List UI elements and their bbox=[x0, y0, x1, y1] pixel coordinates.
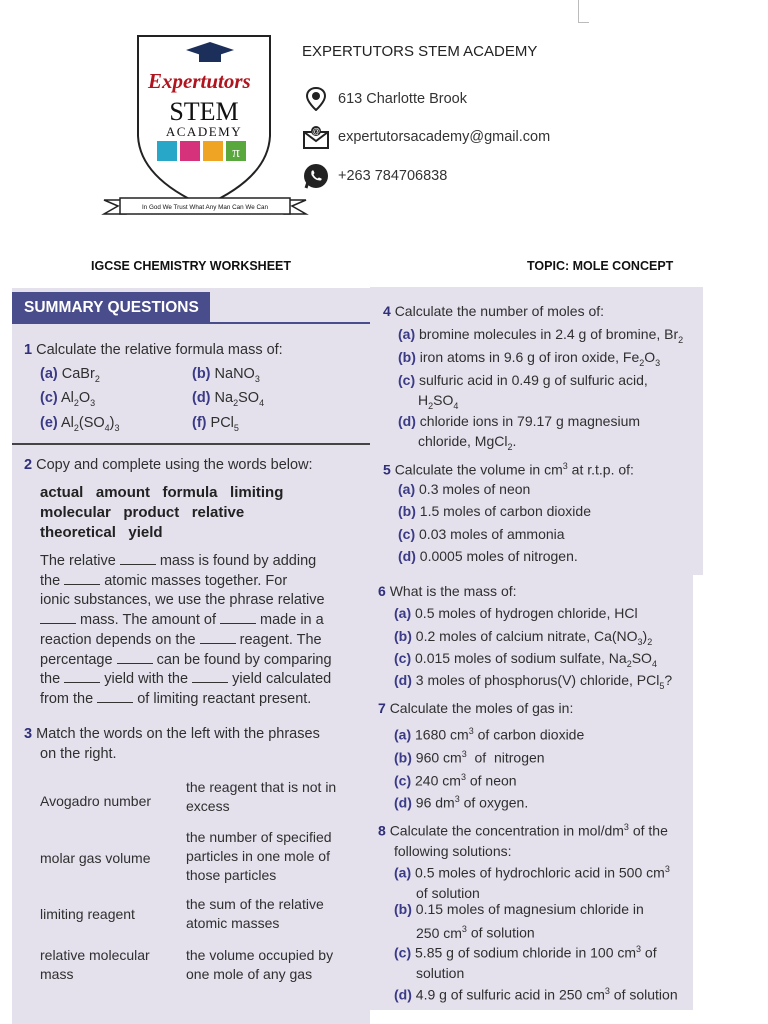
logo-motto: In God We Trust What Any Man Can We Can bbox=[141, 204, 269, 211]
topic-label: TOPIC: MOLE CONCEPT bbox=[527, 259, 674, 273]
q3-right-2: the number of specified particles in one mole of those particles bbox=[186, 829, 332, 883]
q2-paragraph: The relative mass is found by adding the atomic masses together. For ionic substances, we use the phrase relative mass. The amount of made in a reaction depends on the reagent. The percentage can be found by comparing the yield with the yield calculated from the of limiting reactant present. bbox=[40, 553, 332, 707]
q1-text: Calculate the relative formula mass of: bbox=[36, 342, 283, 358]
q6-c: (c) 0.015 moles of sodium sulfate, $Na_2SO_4$ bbox=[394, 650, 657, 669]
address-row bbox=[303, 85, 467, 113]
q6-b: (b) 0.2 moles of calcium nitrate, $Ca(NO_3)_2$ bbox=[394, 628, 653, 647]
q3-left-2: molar gas volume bbox=[40, 850, 151, 866]
q7-d: (d) 96 $dm^3$ of oxygen. bbox=[394, 794, 529, 811]
q2-word-bank: actual amount formula limiting molecular product relative theoretical yield bbox=[40, 484, 284, 541]
academy-logo bbox=[100, 28, 310, 228]
svg-text:@: @ bbox=[311, 127, 321, 136]
q1-f: (f) PCl$_5$ bbox=[192, 415, 239, 433]
q4-d: (d) chloride ions in 79.17 g magnesium chloride, MgCl$_2$. bbox=[398, 413, 641, 452]
q8-c: (c) 5.85 g of sodium chloride in 100 $cm^3$ of solution bbox=[394, 944, 657, 981]
q5-d: (d) 0.0005 moles of nitrogen. bbox=[398, 548, 578, 564]
q6-a: (a) 0.5 moles of hydrogen chloride, HCl bbox=[394, 605, 638, 621]
q7-c: (c) 240 $cm^3$ of neon bbox=[394, 772, 517, 789]
q7-a: (a) 1680 $cm^3$ of carbon dioxide bbox=[394, 726, 585, 743]
logo-brand: Expertutors bbox=[148, 69, 251, 93]
whatsapp-icon bbox=[303, 163, 329, 189]
q1-c: (c) $Al_2O_3$ bbox=[40, 390, 96, 408]
logo-academy: ACADEMY bbox=[165, 124, 243, 139]
q5-c: (c) 0.03 moles of ammonia bbox=[398, 526, 565, 542]
svg-text:π: π bbox=[232, 145, 240, 161]
q1-b: (b) NaNO$_3$ bbox=[192, 366, 260, 384]
q1-d: (d) $Na_2SO_4$ bbox=[192, 390, 265, 408]
q1-number: 1 bbox=[24, 342, 33, 358]
org-name: EXPERTUTORS STEM ACADEMY bbox=[302, 43, 538, 60]
email-icon bbox=[303, 124, 329, 150]
q3-prompt: 3 Match the words on the left with the phrases on the right. bbox=[24, 726, 320, 762]
q3-right-3: the sum of the relative atomic masses bbox=[186, 896, 324, 931]
q8-prompt: 8 Calculate the concentration in mol/$dm^3$ of the following solutions: bbox=[378, 822, 668, 859]
q4-a: (a) bromine molecules in 2.4 g of bromine, $Br_2$ bbox=[398, 326, 684, 345]
logo-stem: STEM bbox=[169, 97, 239, 126]
q5-a: (a) 0.3 moles of neon bbox=[398, 481, 531, 497]
q8-a: (a) 0.5 moles of hydrochloric acid in 500 $cm^3$ of solution bbox=[394, 864, 670, 901]
q3-left-3: limiting reagent bbox=[40, 906, 135, 922]
q4-c: (c) sulfuric acid in 0.49 g of sulfuric acid, $H_2SO_4$ bbox=[398, 372, 648, 411]
phone-row bbox=[303, 162, 447, 190]
section-divider bbox=[12, 443, 370, 445]
address-text: 613 Charlotte Brook bbox=[338, 91, 467, 107]
q8-b: (b) 0.15 moles of magnesium chloride in 250 $cm^3$ of solution bbox=[394, 901, 644, 941]
corner-mark bbox=[578, 0, 589, 23]
email-row bbox=[303, 123, 550, 151]
q6-d: (d) 3 moles of phosphorus(V) chloride, PCl$_5$? bbox=[394, 672, 673, 691]
q4-b: (b) iron atoms in 9.6 g of iron oxide, $Fe_2O_3$ bbox=[398, 349, 661, 368]
q4-prompt: 4 Calculate the number of moles of: bbox=[383, 303, 605, 319]
email-text[interactable]: expertutorsacademy@gmail.com bbox=[338, 129, 551, 145]
phone-text[interactable]: +263 784706838 bbox=[338, 168, 448, 184]
q7-prompt: 7 Calculate the moles of gas in: bbox=[378, 700, 574, 716]
q3-right-1: the reagent that is not in excess bbox=[186, 779, 337, 814]
q3-right-4: the volume occupied by one mole of any gas bbox=[186, 947, 334, 982]
q1-prompt bbox=[24, 340, 283, 360]
q8-d: (d) 4.9 g of sulfuric acid in 250 $cm^3$ of solution bbox=[394, 986, 678, 1003]
q1-a: (a) CaBr$_2$ bbox=[40, 366, 100, 384]
worksheet-title: IGCSE CHEMISTRY WORKSHEET bbox=[91, 259, 292, 273]
q6-prompt: 6 What is the mass of: bbox=[378, 583, 517, 599]
q1-e: (e) $Al_2(SO_4)_3$ bbox=[40, 415, 120, 433]
q5-b: (b) 1.5 moles of carbon dioxide bbox=[398, 503, 591, 519]
summary-questions-heading: SUMMARY QUESTIONS bbox=[12, 292, 210, 324]
q3-left-1: Avogadro number bbox=[40, 793, 152, 809]
q7-b: (b) 960 $cm^3$ of nitrogen bbox=[394, 749, 545, 766]
q2-prompt: 2 Copy and complete using the words below: bbox=[24, 457, 313, 473]
q5-prompt: 5 Calculate the volume in $cm^3$ at r.t.p. of: bbox=[383, 461, 634, 478]
q3-left-4: relative molecular mass bbox=[40, 947, 150, 982]
location-pin-icon bbox=[303, 86, 329, 112]
heading-rule bbox=[210, 322, 370, 324]
